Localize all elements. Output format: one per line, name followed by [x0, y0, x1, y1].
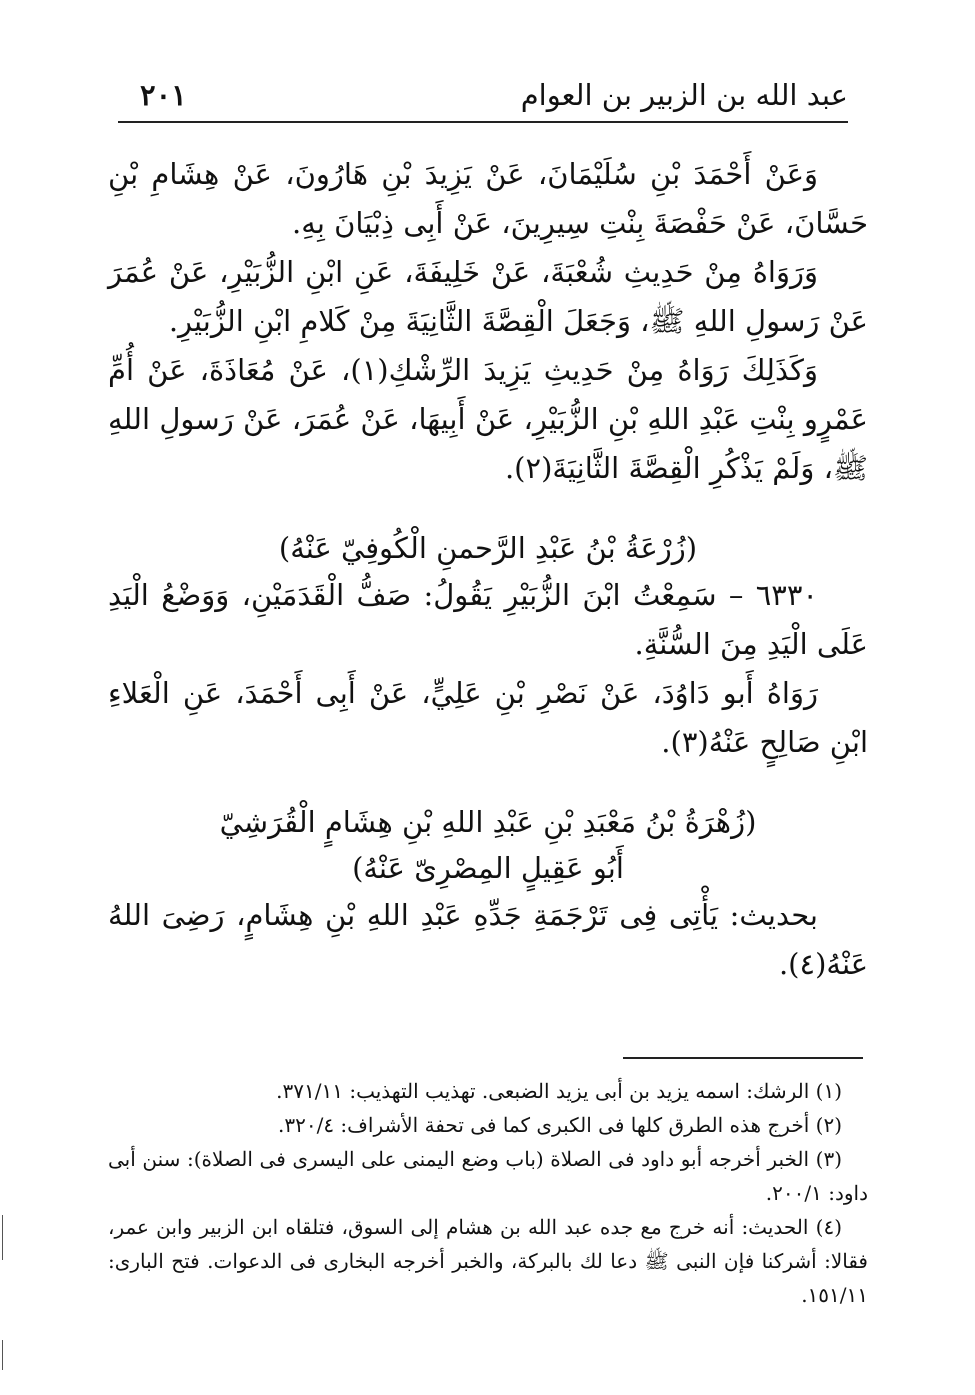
paragraph-5: رَوَاهُ أَبو دَاوُدَ، عَنْ نَصْرِ بْنِ عَلِيٍّ، عَنْ أَبِى أَحْمَدَ، عَنِ الْعَلاءِ ابْنِ صَالِحٍ عَنْهُ(٣).	[108, 676, 868, 759]
paragraph-6: بحديث: يَأْتِى فِى تَرْجَمَةِ جَدِّهِ عَبْدِ اللهِ بْنِ هِشَامٍ، رَضِىَ اللهُ عَنْهُ(٤).	[108, 898, 868, 981]
footnote-3: (٣) الخبر أخرجه أبو داود فى الصلاة (باب وضع اليمنى على اليسرى فى الصلاة): سنن أبى داود: ٢٠٠/١.	[108, 1147, 868, 1205]
section-heading-zuhra-line1: (زُهْرَةُ بْنُ مَعْبَدِ بْنِ عَبْدِ اللهِ بْنِ هِشَامٍ الْقُرَشِيّ	[219, 805, 757, 839]
footnote-4: (٤) الحديث: أنه خرج مع جده عبد الله بن هشام إلى السوق، فتلقاه ابن الزبير وابن عمر، فقالا: أشركنا فإن النبى ﷺ دعا لك بالبركة، والخبر أخرجه البخارى فى الدعوات. فتح البارى: ١٥١/١١.	[108, 1215, 868, 1307]
footnote-2: (٢) أخرج هذه الطرق كلها فى الكبرى كما فى تحفة الأشراف: ٣٢٠/٤.	[278, 1113, 842, 1137]
paragraph-2: وَرَوَاهُ مِنْ حَدِيثِ شُعْبَةَ، عَنْ خَلِيفَةَ، عَنِ ابْنِ الزُّبَيْرِ، عَنْ عُمَرَ عَنْ رَسولِ اللهِ ﷺ، وَجَعَلَ الْقِصَّةَ الثَّانِيَةَ مِنْ كَلامِ ابْنِ الزُّبَيْرِ.	[108, 255, 868, 338]
hadith-6330: ٦٣٣٠ – سَمِعْتُ ابْنَ الزُّبَيْرِ يَقُولُ: صَفُّ الْقَدَمَيْنِ، وَوَضْعُ الْيَدِ عَلَى الْيَدِ مِنَ السُّنَّةِ.	[108, 578, 868, 661]
main-text	[108, 150, 868, 989]
section-heading-zura: (زُرْعَةُ بْنُ عَبْدِ الرَّحمنِ الْكُوفِيّ عَنْهُ)	[278, 531, 698, 565]
footnote-1: (١) الرشك: اسمه يزيد بن أبى يزيد الضبعى. تهذيب التهذيب: ٣٧١/١١.	[276, 1079, 842, 1103]
scan-margin-mark	[2, 1340, 3, 1370]
footnote-separator	[623, 1057, 863, 1059]
paragraph-3: وَكَذَلِكَ رَوَاهُ مِنْ حَدِيثِ يَزِيدَ الرِّشْكِ(١)، عَنْ مُعَاذَةَ، عَنْ أُمِّ عَمْرٍو بِنْتِ عَبْدِ اللهِ بْنِ الزُّبَيْرِ، عَنْ أَبِيهَا، عَنْ عُمَرَ، عَنْ رَسولِ اللهِ ﷺ، وَلَمْ يَذْكُرِ الْقِصَّةَ الثَّانِيَةَ(٢).	[108, 353, 868, 485]
footnotes	[108, 1074, 868, 1312]
running-header	[118, 72, 848, 124]
section-heading-zuhra-line2: أَبُو عَقِيلٍ المِصْرِىّ عَنْهُ)	[352, 851, 624, 885]
spacer	[108, 493, 868, 525]
spacer	[108, 767, 868, 799]
scan-margin-mark	[2, 1215, 3, 1260]
paragraph-1: وَعَنْ أَحْمَدَ بْنِ سُلَيْمَانَ، عَنْ يَزِيدَ بْنِ هَارُونَ، عَنْ هِشَامِ بْنِ حَسَّانَ، عَنْ حَفْصَةَ بِنْتِ سِيرِينَ، عَنْ أَبِى ذِبْيَانَ بِهِ.	[108, 157, 868, 240]
page-number: ٢٠١	[140, 78, 187, 112]
header-rule	[118, 121, 848, 123]
running-header-title: عبد الله بن الزبير بن العوام	[520, 78, 848, 112]
